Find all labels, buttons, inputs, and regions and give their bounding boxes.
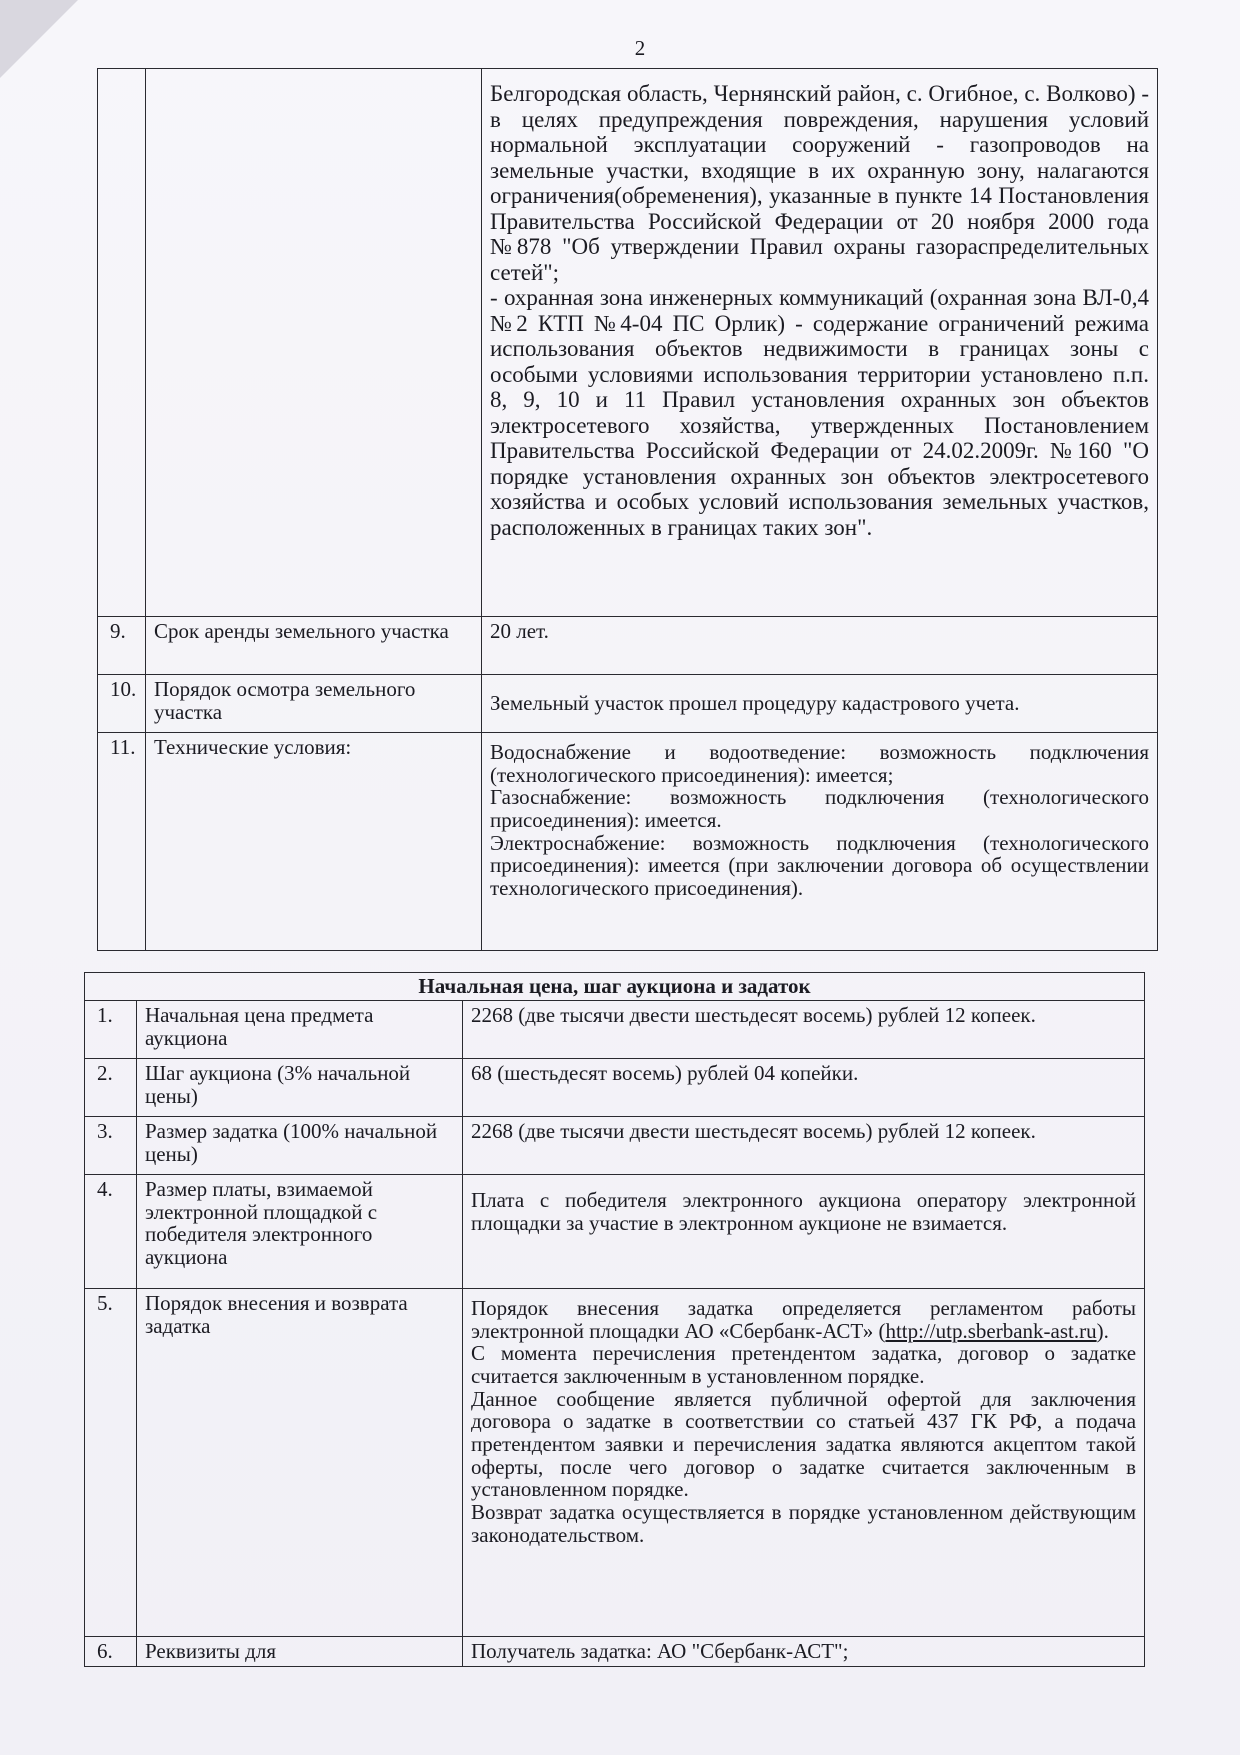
- row-label: Реквизиты для: [137, 1637, 463, 1667]
- row-value: Плата с победителя электронного аукциона оператору электронной площадки за участие в электронном аукционе не взимается.: [463, 1175, 1145, 1289]
- technical-conditions: [482, 733, 1158, 951]
- row-number: [98, 69, 146, 617]
- section-header-row: [85, 973, 1145, 1001]
- row-number: 9.: [98, 617, 146, 675]
- row-value: 68 (шестьдесят восемь) рублей 04 копейки.: [463, 1059, 1145, 1117]
- row-value: Получатель задатка: АО "Сбербанк-АСТ";: [463, 1637, 1145, 1667]
- water-supply-condition: Водоснабжение и водоотведение: возможность подключения (технологического присоединения): имеется;: [490, 740, 1149, 787]
- row-value: 2268 (две тысячи двести шестьдесят восемь) рублей 12 копеек.: [463, 1001, 1145, 1059]
- electricity-condition: Электроснабжение: возможность подключения (технологического присоединения): имеется (при заключении договора об осуществлении технологического присоединения).: [490, 830, 1149, 901]
- platform-link[interactable]: http://utp.sberbank-ast.ru: [885, 1318, 1097, 1343]
- table-row: [98, 733, 1158, 951]
- table-row: [85, 1637, 1145, 1667]
- table-row: [85, 1175, 1145, 1289]
- property-table: [97, 68, 1158, 951]
- row-label: Порядок внесения и возврата задатка: [137, 1289, 463, 1637]
- row-number: 4.: [85, 1175, 137, 1289]
- gas-supply-condition: Газоснабжение: возможность подключения (технологического присоединения): имеется.: [490, 785, 1149, 833]
- section-title: Начальная цена, шаг аукциона и задаток: [85, 973, 1145, 1001]
- row-number: 3.: [85, 1117, 137, 1175]
- row-label: Размер задатка (100% начальной цены): [137, 1117, 463, 1175]
- row-number: 5.: [85, 1289, 137, 1637]
- row-label: Шаг аукциона (3% начальной цены): [137, 1059, 463, 1117]
- table-row: [98, 675, 1158, 733]
- table-row: [85, 1059, 1145, 1117]
- row-label: Размер платы, взимаемой электронной площадкой с победителя электронного аукциона: [137, 1175, 463, 1289]
- row-number: 2.: [85, 1059, 137, 1117]
- row-label: Порядок осмотра земельного участка: [146, 675, 482, 733]
- row-value: 20 лет.: [482, 617, 1158, 675]
- deposit-procedure: [463, 1289, 1145, 1637]
- row-label: Срок аренды земельного участка: [146, 617, 482, 675]
- public-offer-paragraph: Данное сообщение является публичной офертой для заключения договора о задатке в соответствии со статьей 437 ГК РФ, а подача претендентом заявки и перечисления задатка являются акцептом такой оферты, после чего договор о задатке считается заключенным в установленном порядке.: [471, 1386, 1137, 1502]
- refund-paragraph: Возврат задатка осуществляется в порядке установленном действующим законодательством.: [471, 1500, 1137, 1547]
- row-label: Технические условия:: [146, 733, 482, 951]
- table-row: [85, 1001, 1145, 1059]
- row-label: [146, 69, 482, 617]
- table-row: [85, 1117, 1145, 1175]
- page-number: 2: [634, 36, 646, 60]
- table-row: [85, 1289, 1145, 1637]
- row-number: 1.: [85, 1001, 137, 1059]
- deposit-regulation-paragraph: Порядок внесения задатка определяется регламентом работы электронной площадки АО «Сбербанк-АСТ» (http://utp.sberbank-ast.ru).: [471, 1296, 1137, 1343]
- contract-paragraph: С момента перечисления претендентом задатка, договор о задатке считается заключенным в установленном порядке.: [471, 1341, 1137, 1389]
- row-number: 6.: [85, 1637, 137, 1667]
- power-line-restriction: - охранная зона инженерных коммуникаций (охранная зона ВЛ-0,4 №2 КТП №4-04 ПС Орлик) - содержание ограничений режима использования объектов недвижимости в границах зоны с особыми условиями использования территории установлено п.п. 8, 9, 10 и 11 Правил установления охранных зон объектов электросетевого хозяйства, утвержденных Постановлением Правительства Российской Федерации от 24.02.2009г. №160 "О порядке установления охранных зон объектов электросетевого хозяйства и особых условий использования земельных участков, расположенных в границах таких зон".: [490, 285, 1149, 540]
- row-number: 10.: [98, 675, 146, 733]
- gas-pipeline-restriction: Белгородская область, Чернянский район, с. Огибное, с. Волково) - в целях предупреждения повреждения, нарушения условий нормальной эксплуатации сооружений - газопроводов на земельные участки, входящие в их охранную зону, налагаются ограничения(обременения), указанные в пункте 14 Постановления Правительства Российской Федерации от 20 ноября 2000 года №878 "Об утверждении Правил охраны газораспределительных сетей";: [490, 81, 1149, 285]
- row-value: Земельный участок прошел процедуру кадастрового учета.: [482, 675, 1158, 733]
- row-label: Начальная цена предмета аукциона: [137, 1001, 463, 1059]
- table-row: [98, 617, 1158, 675]
- row-value: 2268 (две тысячи двести шестьдесят восемь) рублей 12 копеек.: [463, 1117, 1145, 1175]
- table-row: [98, 69, 1158, 617]
- row-number: 11.: [98, 733, 146, 951]
- price-table: [84, 972, 1145, 1667]
- restrictions-text: [482, 69, 1158, 617]
